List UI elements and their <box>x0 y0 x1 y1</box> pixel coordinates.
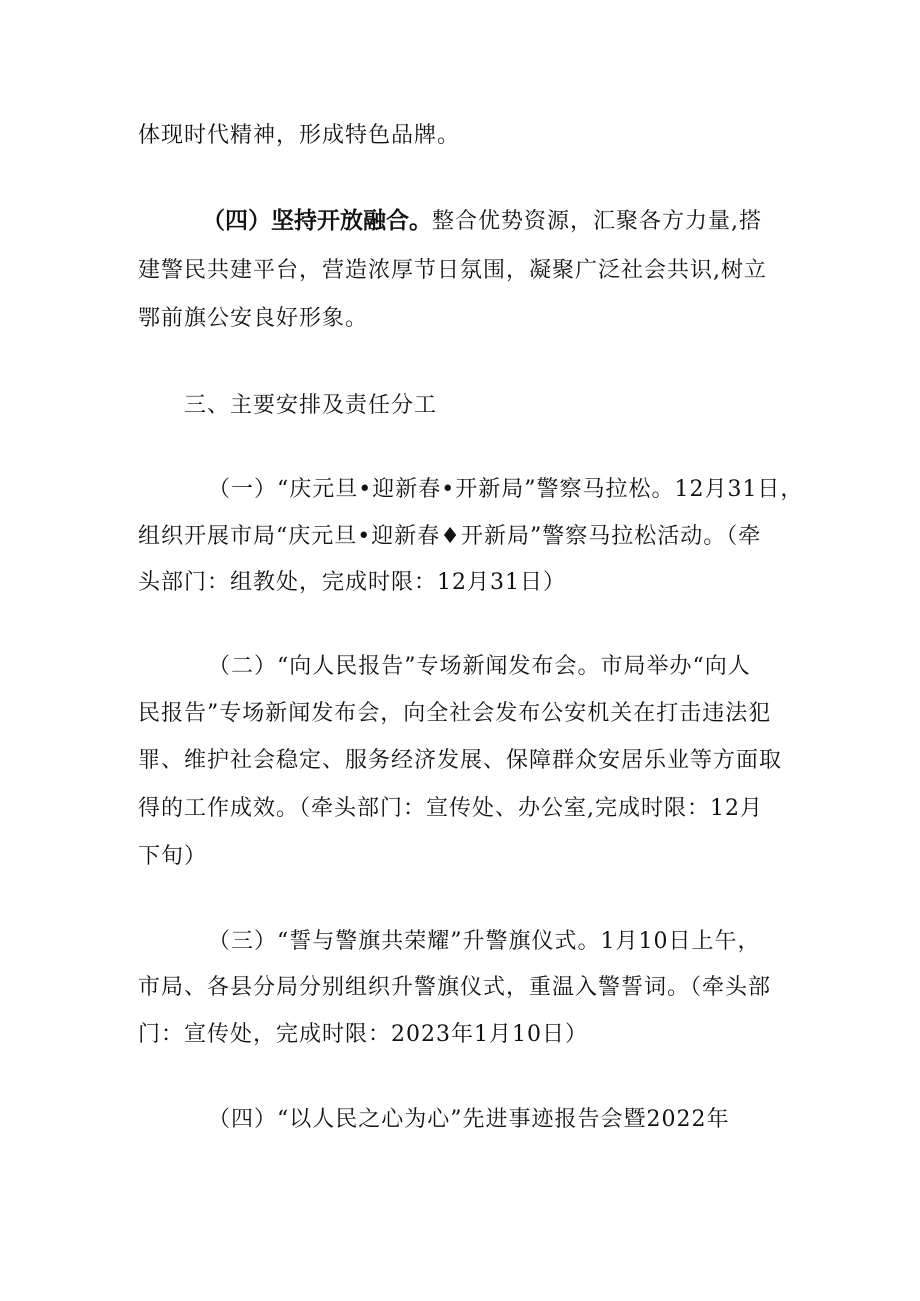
text-line: （一）“庆元旦•迎新春•开新局”警察马拉松。12月31日， <box>208 477 804 502</box>
text-line: 鄂前旗公安良好形象。 <box>138 306 369 331</box>
text-line: 市局、各县分局分别组织升警旗仪式，重温入警誓词。（牵头部 <box>138 975 772 1000</box>
text-line: 头部门：组教处，完成时限：12月31日） <box>138 570 566 595</box>
text-line: 民报告”专场新闻发布会，向全社会发布公安机关在打击违法犯 <box>138 701 772 726</box>
section-title: 三、主要安排及责任分工 <box>184 393 438 418</box>
text-line: 整合优势资源，汇聚各方力量,搭 <box>432 209 762 234</box>
text-line: 建警民共建平台，营造浓厚节日氛围，凝聚广泛社会共识,树立 <box>138 258 767 283</box>
text-line: （四）“以人民之心为心”先进事迹报告会暨2022年 <box>208 1107 730 1132</box>
text-line: 罪、维护社会稳定、服务经济发展、保障群众安居乐业等方面取 <box>138 748 783 773</box>
text-line: 门：宣传处，完成时限：2023年1月10日） <box>138 1022 588 1047</box>
text-line: 得的工作成效。（牵头部门：宣传处、办公室,完成时限：12月 <box>138 796 763 821</box>
text-line: （三）“誓与警旗共荣耀”升警旗仪式。1月10日上午， <box>208 929 761 954</box>
text-line: （二）“向人民报告”专场新闻发布会。市局举办“向人 <box>208 654 751 679</box>
section-heading-line <box>202 206 762 237</box>
text-line: 体现时代精神，形成特色品牌。 <box>138 123 461 148</box>
text-line: 组织开展市局“庆元旦•迎新春♦开新局”警察马拉松活动。（牵 <box>138 524 762 549</box>
text-line: 下旬） <box>138 844 208 869</box>
section-heading: （四）坚持开放融合。 <box>202 208 432 234</box>
